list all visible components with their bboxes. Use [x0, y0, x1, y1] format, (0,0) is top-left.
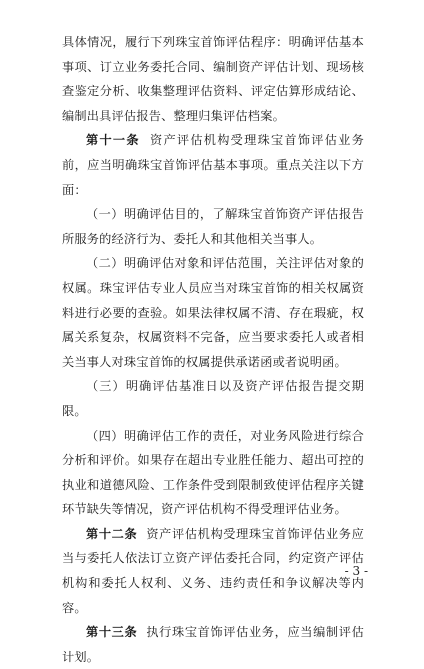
paragraph-text: 资产评估机构受理珠宝首饰评估业务应当与委托人依法订立资产评估委托合同，约定资产评估机构和委托人权利、义务、违约责任和争议解决等内容。 [62, 526, 364, 615]
paragraph-continuation [62, 30, 364, 128]
paragraph-text: 具体情况，履行下列珠宝首饰评估程序：明确评估基本事项、订立业务委托合同、编制资产评估计划、现场核查鉴定分析、收集整理评估资料、评定估算形成结论、编制出具评估报告、整理归集评估档案。 [62, 35, 364, 123]
body-text [62, 30, 364, 669]
article-12 [62, 522, 364, 620]
item-1 [62, 202, 364, 251]
paragraph-text: （三）明确评估基准日以及资产评估报告提交期限。 [62, 379, 364, 418]
article-heading: 第十一条 [86, 133, 140, 148]
article-11 [62, 128, 364, 202]
paragraph-text: （四）明确评估工作的责任，对业务风险进行综合分析和评价。如果存在超出专业胜任能力、超出可控的执业和道德风险、工作条件受到限制致使评估程序关键环节缺失等情况，资产评估机构不得受理评估业务。 [62, 428, 364, 517]
article-heading: 第十三条 [86, 625, 138, 640]
item-3 [62, 374, 364, 423]
item-4 [62, 424, 364, 522]
paragraph-text: （二）明确评估对象和评估范围，关注评估对象的权属。珠宝评估专业人员应当对珠宝首饰的相关权属资料进行必要的查验。如果法律权属不清、存在瑕疵，权属关系复杂，权属资料不完备，应当要求委托人或者相关当事人对珠宝首饰的权属提供承诺函或者说明函。 [62, 256, 364, 369]
paragraph-text: （一）明确评估目的，了解珠宝首饰资产评估报告所服务的经济行为、委托人和其他相关当事人。 [62, 207, 364, 246]
paragraph-text: 资产评估机构受理珠宝首饰评估业务前，应当明确珠宝首饰评估基本事项。重点关注以下方面： [62, 133, 365, 197]
page-number: - 3 - [344, 564, 368, 578]
article-13 [62, 620, 364, 669]
paragraph-text: 执行珠宝首饰评估业务，应当编制评估计划。 [62, 625, 364, 664]
item-2 [62, 251, 364, 374]
article-heading: 第十二条 [86, 526, 138, 541]
